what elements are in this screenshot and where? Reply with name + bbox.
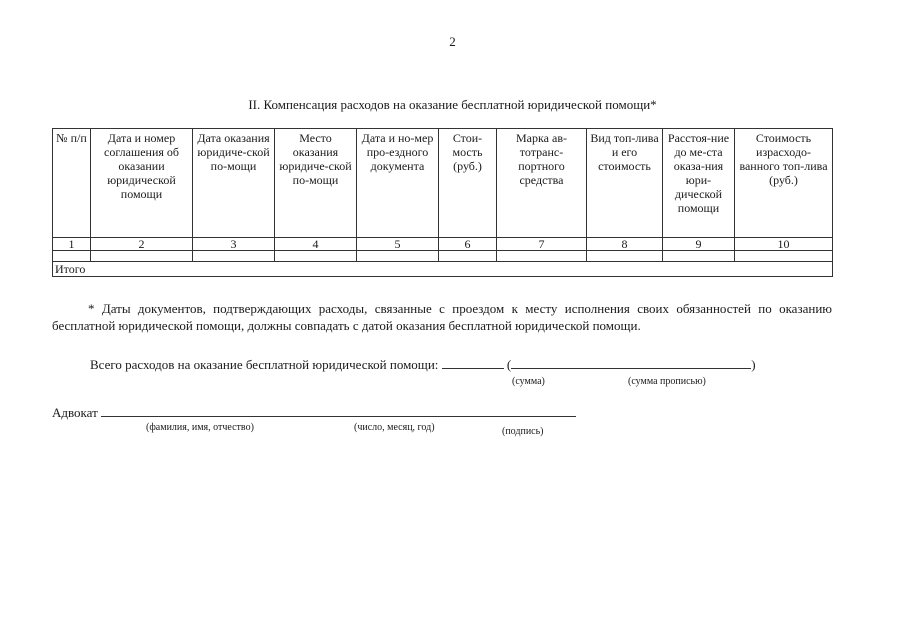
page-number: 2: [449, 34, 456, 49]
column-number: 7: [497, 238, 587, 251]
column-number: 8: [587, 238, 663, 251]
sum-words-field[interactable]: [511, 356, 751, 369]
total-row: [53, 262, 833, 277]
column-number: 4: [275, 238, 357, 251]
total-expenses-line: [90, 356, 756, 373]
table-cell[interactable]: [357, 251, 439, 262]
date-caption: (число, месяц, год): [354, 422, 435, 433]
header-cell: Стоимость израсходо-ванного топ-лива (руб.): [735, 129, 833, 238]
sign-caption: (подпись): [502, 426, 544, 437]
column-number: 5: [357, 238, 439, 251]
footnote: * Даты документов, подтверждающих расходы, связанные с проездом к месту исполнения своих обязанностей по оказанию бесплатной юридической помощи, должны совпадать с датой оказания бесплатной юридической помощи.: [52, 301, 832, 333]
signature-line: [52, 404, 576, 421]
header-cell: Место оказания юридиче-ской по-мощи: [275, 129, 357, 238]
column-number: 2: [91, 238, 193, 251]
table-cell[interactable]: [53, 251, 91, 262]
header-cell: Стои-мость (руб.): [439, 129, 497, 238]
total-label: Итого: [53, 262, 833, 277]
open-paren: (: [506, 357, 512, 372]
header-cell: Вид топ-лива и его стоимость: [587, 129, 663, 238]
header-cell: Дата и номер соглашения об оказании юридической помощи: [91, 129, 193, 238]
table-row: [53, 251, 833, 262]
column-number: 6: [439, 238, 497, 251]
column-number: 9: [663, 238, 735, 251]
signature-field[interactable]: [101, 404, 576, 417]
header-cell: Дата и но-мер про-ездного документа: [357, 129, 439, 238]
table-cell[interactable]: [193, 251, 275, 262]
close-paren: ): [751, 357, 756, 372]
table-cell[interactable]: [735, 251, 833, 262]
column-number: 10: [735, 238, 833, 251]
table-cell[interactable]: [439, 251, 497, 262]
table-cell[interactable]: [91, 251, 193, 262]
header-cell: № п/п: [53, 129, 91, 238]
advocate-label: Адвокат: [52, 405, 98, 420]
table-cell[interactable]: [663, 251, 735, 262]
column-number-row: [53, 238, 833, 251]
header-cell: Расстоя-ние до ме-ста оказа-ния юри-дической помощи: [663, 129, 735, 238]
name-caption: (фамилия, имя, отчество): [146, 422, 254, 433]
column-number: 3: [193, 238, 275, 251]
table-cell[interactable]: [275, 251, 357, 262]
sum-caption: (сумма): [512, 376, 545, 387]
header-cell: Марка ав-тотранс-портного средства: [497, 129, 587, 238]
header-cell: Дата оказания юридиче-ской по-мощи: [193, 129, 275, 238]
table-cell[interactable]: [587, 251, 663, 262]
sum-field[interactable]: [442, 356, 504, 369]
sum-words-caption: (сумма прописью): [628, 376, 706, 387]
table-cell[interactable]: [497, 251, 587, 262]
section-title: II. Компенсация расходов на оказание бесплатной юридической помощи*: [248, 97, 657, 112]
column-number: 1: [53, 238, 91, 251]
total-expenses-label: Всего расходов на оказание бесплатной юридической помощи:: [90, 357, 439, 372]
table-header-row: [53, 129, 833, 238]
expenses-table: [52, 128, 833, 277]
